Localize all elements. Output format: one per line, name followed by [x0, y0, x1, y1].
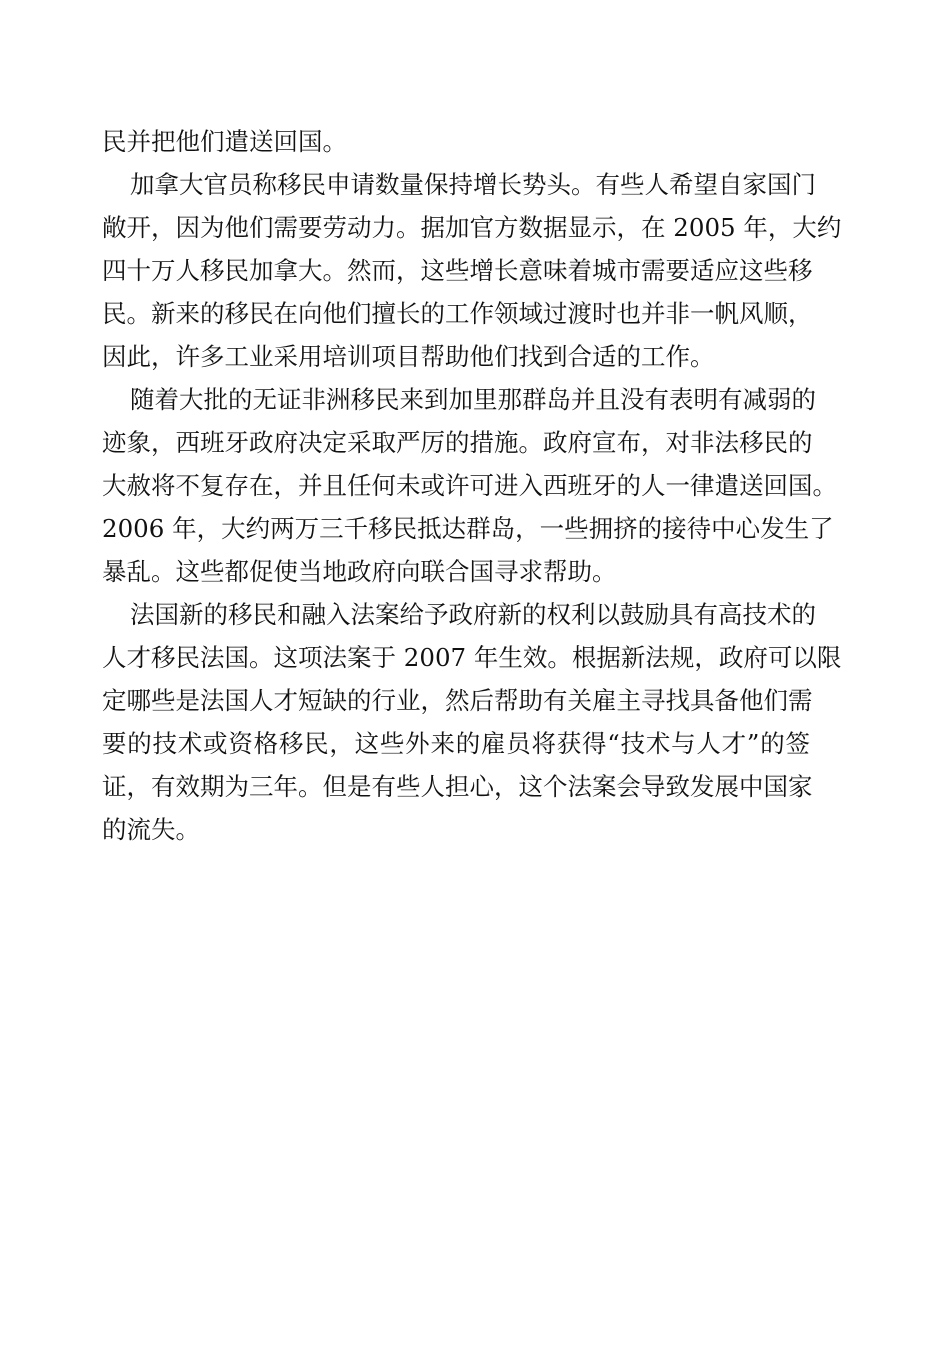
- text-line: 民。新来的移民在向他们擅长的工作领域过渡时也并非一帆风顺，: [102, 299, 813, 328]
- text-line: 民并把他们遣送回国。: [102, 127, 347, 156]
- text-line: 暴乱。这些都促使当地政府向联合国寻求帮助。: [102, 557, 617, 586]
- text-line: 证，有效期为三年。但是有些人担心，这个法案会导致发展中国家: [102, 772, 813, 801]
- text-line: 要的技术或资格移民，这些外来的雇员将获得“技术与人才”的签: [102, 729, 810, 758]
- text-line: 随着大批的无证非洲移民来到加里那群岛并且没有表明有减弱的: [130, 385, 816, 414]
- text-line: 人才移民法国。这项法案于 2007 年生效。根据新法规，政府可以限: [102, 643, 842, 672]
- text-line: 四十万人移民加拿大。然而，这些增长意味着城市需要适应这些移: [102, 256, 813, 285]
- text-line: 2006 年，大约两万三千移民抵达群岛，一些拥挤的接待中心发生了: [102, 514, 834, 543]
- text-line: 加拿大官员称移民申请数量保持增长势头。有些人希望自家国门: [130, 170, 816, 199]
- text-line: 定哪些是法国人才短缺的行业，然后帮助有关雇主寻找具备他们需: [102, 686, 813, 715]
- text-line: 因此，许多工业采用培训项目帮助他们找到合适的工作。: [102, 342, 715, 371]
- text-line: 的流失。: [102, 815, 200, 844]
- text-line: 敞开，因为他们需要劳动力。据加官方数据显示，在 2005 年，大约: [102, 213, 842, 242]
- document-body: [102, 120, 842, 851]
- text-line: 大赦将不复存在，并且任何未或许可进入西班牙的人一律遣送回国。: [102, 471, 837, 500]
- text-line: 法国新的移民和融入法案给予政府新的权利以鼓励具有高技术的: [130, 600, 816, 629]
- text-line: 迹象，西班牙政府决定采取严厉的措施。政府宣布，对非法移民的: [102, 428, 813, 457]
